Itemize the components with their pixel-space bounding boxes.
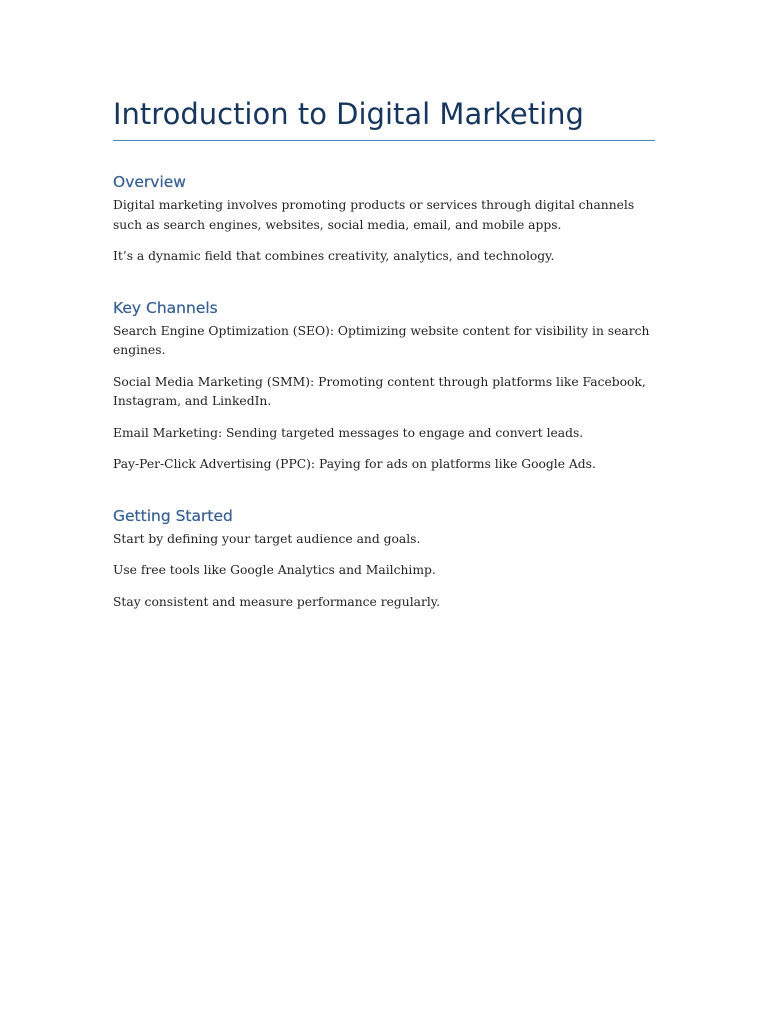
section-heading: Getting Started <box>113 506 233 525</box>
paragraph: Email Marketing: Sending targeted messages to engage and convert leads. <box>113 425 584 440</box>
paragraph: Search Engine Optimization (SEO): Optimizing website content for visibility in search engines. <box>113 323 650 357</box>
section-overview <box>113 172 655 267</box>
paragraph: Social Media Marketing (SMM): Promoting content through platforms like Facebook, Instagram, and LinkedIn. <box>113 374 646 408</box>
paragraph: Pay-Per-Click Advertising (PPC): Paying for ads on platforms like Google Ads. <box>113 457 596 471</box>
paragraph: It’s a dynamic field that combines creativity, analytics, and technology. <box>113 249 555 263</box>
paragraph: Use free tools like Google Analytics and Mailchimp. <box>113 563 436 577</box>
paragraph: Stay consistent and measure performance regularly. <box>113 594 440 609</box>
section-getting-started <box>113 506 655 613</box>
document-title: Introduction to Digital Marketing <box>113 96 655 141</box>
paragraph: Digital marketing involves promoting products or services through digital channels such as search engines, websites, social media, email, and mobile apps. <box>113 198 635 232</box>
section-heading: Overview <box>113 173 186 191</box>
paragraph: Start by defining your target audience and goals. <box>113 531 421 546</box>
section-heading: Key Channels <box>113 298 218 317</box>
section-key-channels <box>113 298 655 475</box>
